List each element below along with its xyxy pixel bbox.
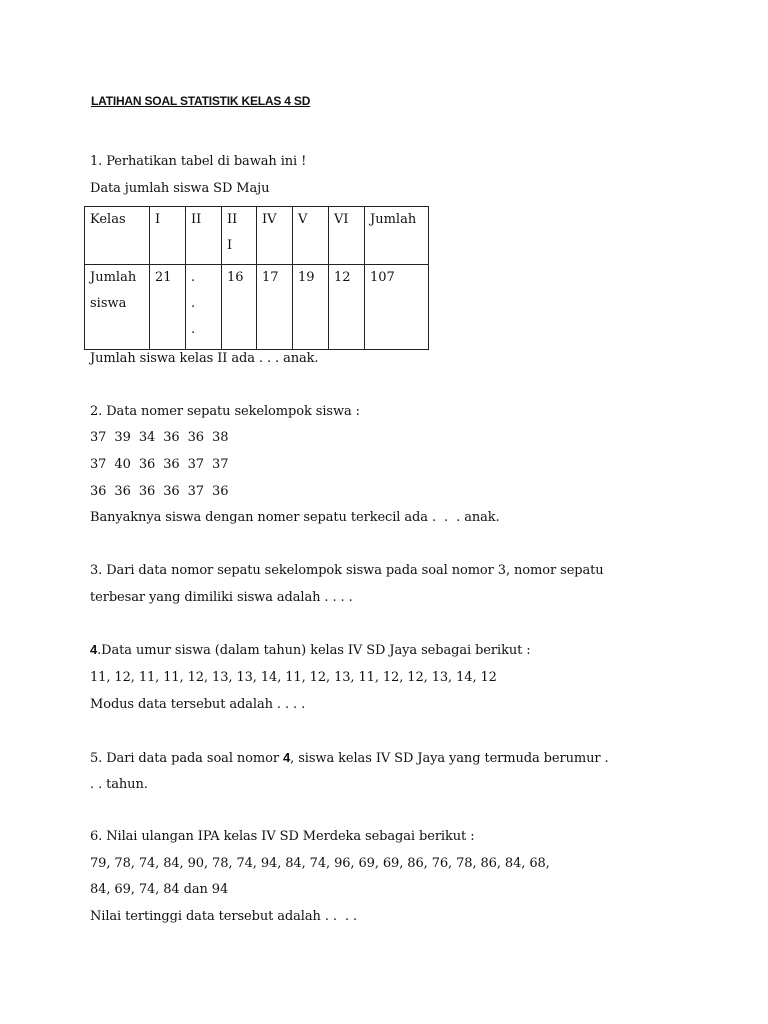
table-row <box>85 265 429 350</box>
q5-suffix: , siswa kelas IV SD Jaya yang termuda berumur . <box>290 751 609 766</box>
q2-question: Banyaknya siswa dengan nomer sepatu terkecil ada . . . anak. <box>90 510 500 525</box>
q2-data-line: 36 36 36 36 37 36 <box>90 484 229 499</box>
table-cell: Jumlah siswa <box>85 265 150 350</box>
document-title: LATIHAN SOAL STATISTIK KELAS 4 SD <box>91 94 311 108</box>
q4-number: 4 <box>90 642 98 657</box>
q2-data-line: 37 40 36 36 37 37 <box>90 457 229 472</box>
q3-line2: terbesar yang dimiliki siswa adalah . . . . <box>90 590 353 605</box>
q5-number: 4 <box>283 750 291 765</box>
table-cell: 16 <box>222 265 257 350</box>
q4-data: 11, 12, 11, 11, 12, 13, 13, 14, 11, 12, 13, 11, 12, 12, 13, 14, 12 <box>90 670 497 685</box>
q1-question: Jumlah siswa kelas II ada . . . anak. <box>90 351 319 366</box>
q6-data-line2: 84, 69, 74, 84 dan 94 <box>90 882 229 897</box>
q6-question: Nilai tertinggi data tersebut adalah . . . . <box>90 909 358 924</box>
table-cell: 12 <box>329 265 365 350</box>
table-cell: V <box>293 207 329 265</box>
q1-text: 1. Perhatikan tabel di bawah ini ! <box>90 154 307 169</box>
q2-data-line: 37 39 34 36 36 38 <box>90 430 229 445</box>
q4-question: Modus data tersebut adalah . . . . <box>90 697 306 712</box>
table-cell: I <box>150 207 186 265</box>
q1-caption: Data jumlah siswa SD Maju <box>90 181 270 196</box>
table-cell: II <box>186 207 222 265</box>
table-cell: 19 <box>293 265 329 350</box>
table-cell: Jumlah <box>365 207 429 265</box>
table-cell: VI <box>329 207 365 265</box>
q4-text <box>90 642 531 658</box>
q2-text: 2. Data nomer sepatu sekelompok siswa : <box>90 404 360 419</box>
table-cell: . . . <box>186 265 222 350</box>
table-cell: II I <box>222 207 257 265</box>
q5-line2: . . tahun. <box>90 777 148 792</box>
q5-line1 <box>90 750 609 766</box>
table-cell: IV <box>257 207 293 265</box>
table-cell: 21 <box>150 265 186 350</box>
q4-text-body: .Data umur siswa (dalam tahun) kelas IV SD Jaya sebagai berikut : <box>97 643 531 658</box>
student-count-table <box>84 206 429 350</box>
q6-data-line1: 79, 78, 74, 84, 90, 78, 74, 94, 84, 74, 96, 69, 69, 86, 76, 78, 86, 84, 68, <box>90 856 550 871</box>
q3-line1: 3. Dari data nomor sepatu sekelompok siswa pada soal nomor 3, nomor sepatu <box>90 563 604 578</box>
table-cell: 107 <box>365 265 429 350</box>
table-header-row <box>85 207 429 265</box>
q6-text: 6. Nilai ulangan IPA kelas IV SD Merdeka sebagai berikut : <box>90 829 475 844</box>
table-cell: Kelas <box>85 207 150 265</box>
q5-prefix: 5. Dari data pada soal nomor <box>90 751 284 766</box>
table-cell: 17 <box>257 265 293 350</box>
